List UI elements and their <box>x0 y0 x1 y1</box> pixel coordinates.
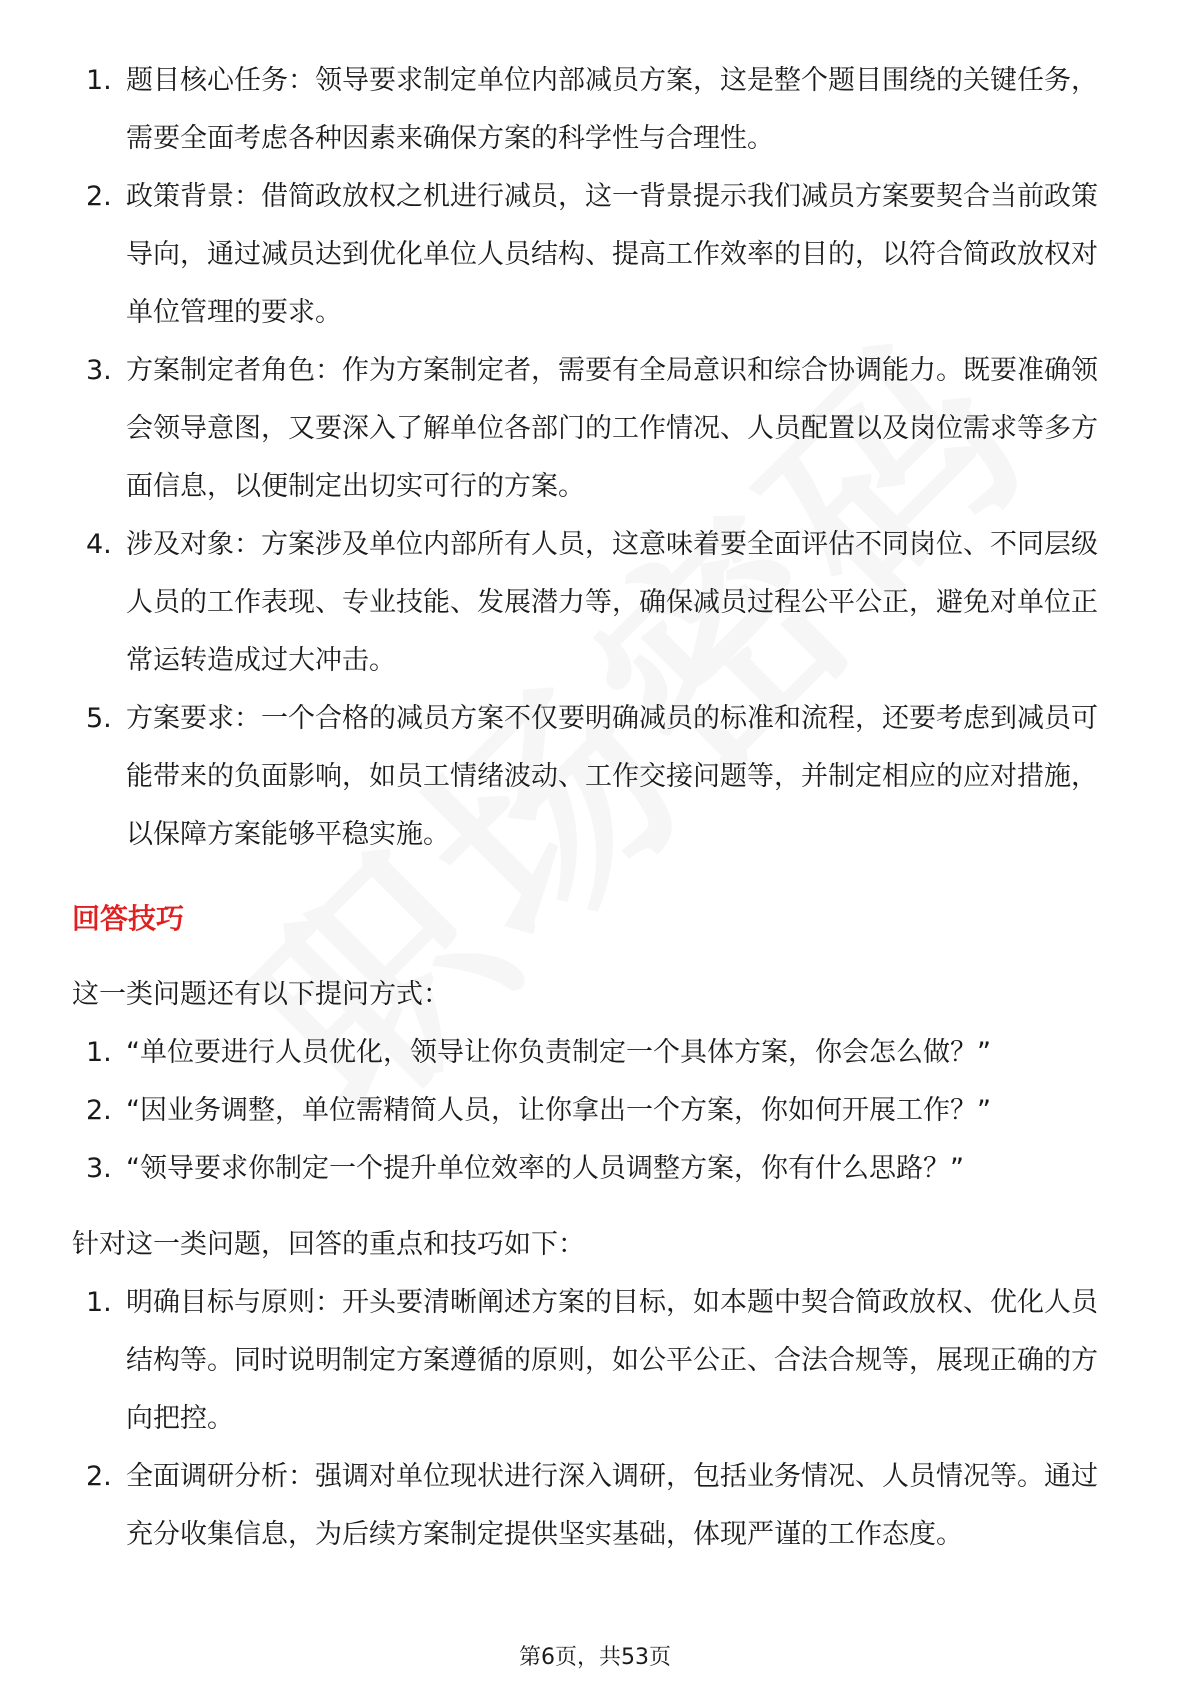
list-item <box>72 690 1112 864</box>
list-item <box>72 342 1112 516</box>
list-number: 2. <box>86 1095 112 1126</box>
list-number: 2. <box>86 1461 112 1492</box>
document-body <box>72 52 1112 1564</box>
list-text: 方案制定者角色：作为方案制定者，需要有全局意识和综合协调能力。既要准确领会领导意图，又要深入了解单位各部门的工作情况、人员配置以及岗位需求等多方面信息，以便制定出切实可行的方案。 <box>126 355 1098 502</box>
tips-list <box>72 1274 1112 1564</box>
question-variants-list <box>72 1024 1112 1198</box>
list-item <box>72 1024 1112 1082</box>
list-item <box>72 1274 1112 1448</box>
list-item <box>72 168 1112 342</box>
list-item <box>72 1082 1112 1140</box>
list-number: 1. <box>86 65 112 96</box>
list-number: 4. <box>86 529 112 560</box>
intro-paragraph: 这一类问题还有以下提问方式： <box>72 979 450 1010</box>
list-item <box>72 52 1112 168</box>
list-text: 题目核心任务：领导要求制定单位内部减员方案，这是整个题目围绕的关键任务，需要全面考虑各种因素来确保方案的科学性与合理性。 <box>126 65 1098 154</box>
list-number: 1. <box>86 1037 112 1068</box>
list-number: 2. <box>86 181 112 212</box>
list-number: 1. <box>86 1287 112 1318</box>
analysis-list <box>72 52 1112 864</box>
list-text: “单位要进行人员优化，领导让你负责制定一个具体方案，你会怎么做？” <box>126 1037 991 1068</box>
list-text: 明确目标与原则：开头要清晰阐述方案的目标，如本题中契合简政放权、优化人员结构等。同时说明制定方案遵循的原则，如公平公正、合法合规等，展现正确的方向把控。 <box>126 1287 1098 1434</box>
list-number: 3. <box>86 1153 112 1184</box>
list-text: 方案要求：一个合格的减员方案不仅要明确减员的标准和流程，还要考虑到减员可能带来的负面影响，如员工情绪波动、工作交接问题等，并制定相应的应对措施，以保障方案能够平稳实施。 <box>126 703 1098 850</box>
list-number: 5. <box>86 703 112 734</box>
list-text: 政策背景：借简政放权之机进行减员，这一背景提示我们减员方案要契合当前政策导向，通过减员达到优化单位人员结构、提高工作效率的目的，以符合简政放权对单位管理的要求。 <box>126 181 1098 328</box>
tips-intro-paragraph: 针对这一类问题，回答的重点和技巧如下： <box>72 1229 585 1260</box>
section-title: 回答技巧 <box>72 902 185 935</box>
list-number: 3. <box>86 355 112 386</box>
list-text: 全面调研分析：强调对单位现状进行深入调研，包括业务情况、人员情况等。通过充分收集信息，为后续方案制定提供坚实基础，体现严谨的工作态度。 <box>126 1461 1098 1550</box>
list-text: 涉及对象：方案涉及单位内部所有人员，这意味着要全面评估不同岗位、不同层级人员的工作表现、专业技能、发展潜力等，确保减员过程公平公正，避免对单位正常运转造成过大冲击。 <box>126 529 1098 676</box>
list-item <box>72 1140 1112 1198</box>
list-text: “因业务调整，单位需精简人员，让你拿出一个方案，你如何开展工作？” <box>126 1095 991 1126</box>
page-footer: 第6页，共53页 <box>519 1645 671 1670</box>
list-text: “领导要求你制定一个提升单位效率的人员调整方案，你有什么思路？” <box>126 1153 964 1184</box>
list-item <box>72 516 1112 690</box>
list-item <box>72 1448 1112 1564</box>
